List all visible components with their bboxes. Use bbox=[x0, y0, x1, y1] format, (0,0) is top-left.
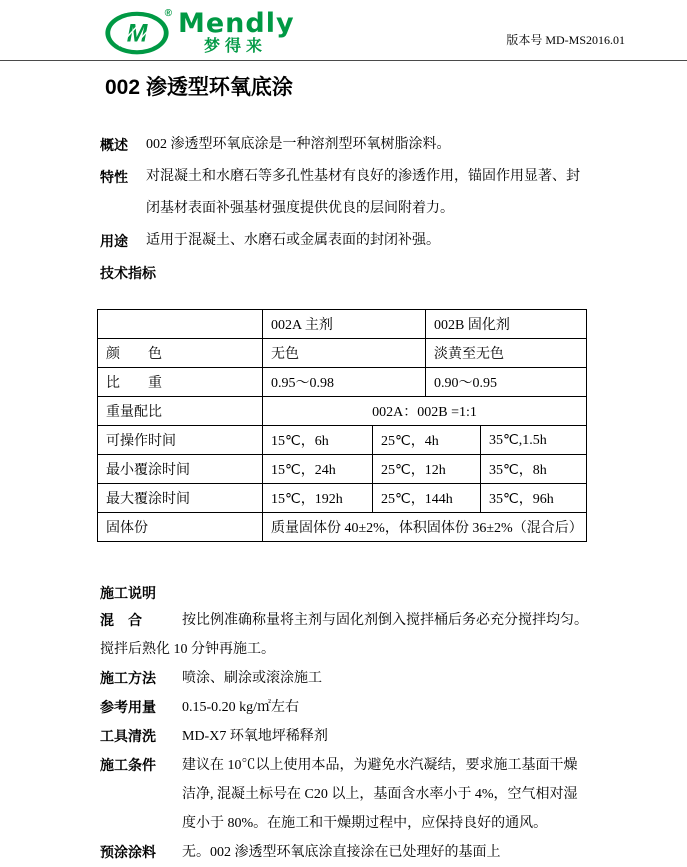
spec-value-cell: 0.95～0.98 bbox=[263, 368, 426, 397]
construction-label: 预涂涂料 bbox=[100, 844, 156, 860]
spec-label-cell: 比 重 bbox=[98, 368, 263, 397]
spec-value-cell: 35℃，8h bbox=[481, 455, 587, 484]
brand-logo-mark-icon bbox=[104, 10, 170, 56]
construction-row-method bbox=[100, 664, 594, 693]
construction-text: MD-X7 环氧地坪稀释剂 bbox=[182, 729, 328, 744]
construction-row-precoat bbox=[100, 838, 594, 867]
construction-label: 施工条件 bbox=[100, 757, 156, 773]
spec-value-cell: 0.90～0.95 bbox=[426, 368, 587, 397]
construction-text: 0.15-0.20 kg/㎡左右 bbox=[182, 700, 300, 715]
spec-label-cell bbox=[98, 310, 263, 339]
version-label: 版本号 MD-MS2016.01 bbox=[506, 33, 625, 47]
header-divider bbox=[0, 60, 687, 61]
construction-heading: 施工说明 bbox=[100, 585, 156, 601]
spec-value-cell: 35℃,1.5h bbox=[481, 426, 587, 455]
construction-row-tool-cleaning bbox=[100, 722, 594, 751]
spec-row-mix-ratio bbox=[98, 397, 587, 426]
overview-label: 特性 bbox=[100, 169, 128, 185]
construction-row-mixing bbox=[100, 606, 594, 635]
construction-row-mixing-continued: 搅拌后熟化 10 分钟再施工。 bbox=[100, 642, 275, 657]
overview-label: 概述 bbox=[100, 137, 128, 153]
spec-row-gravity bbox=[98, 368, 587, 397]
construction-row-conditions bbox=[100, 751, 594, 838]
spec-value-cell: 002B 固化剂 bbox=[426, 310, 587, 339]
overview-label: 用途 bbox=[100, 233, 128, 249]
construction-label: 参考用量 bbox=[100, 699, 156, 715]
spec-value-cell: 25℃，4h bbox=[373, 426, 481, 455]
spec-value-cell: 质量固体份 40±2%，体积固体份 36±2%（混合后） bbox=[263, 513, 587, 542]
svg-text:M: M bbox=[126, 20, 148, 48]
spec-row-max-recoat bbox=[98, 484, 587, 513]
spec-label-cell: 最小覆涂时间 bbox=[98, 455, 263, 484]
spec-label-cell: 颜 色 bbox=[98, 339, 263, 368]
spec-row-header bbox=[98, 310, 587, 339]
overview-section bbox=[100, 129, 592, 289]
construction-text: 按比例准确称量将主剂与固化剂倒入搅拌桶后务必充分搅拌均匀。 bbox=[182, 613, 588, 628]
spec-value-cell: 25℃，12h bbox=[373, 455, 481, 484]
construction-label: 工具清洗 bbox=[100, 728, 156, 744]
overview-row-features bbox=[100, 161, 592, 225]
spec-value-cell: 25℃，144h bbox=[373, 484, 481, 513]
spec-value-cell: 002A：002B =1:1 bbox=[263, 397, 587, 426]
spec-label-cell: 最大覆涂时间 bbox=[98, 484, 263, 513]
spec-value-cell: 002A 主剂 bbox=[263, 310, 426, 339]
overview-text: 002 渗透型环氧底涂是一种溶剂型环氧树脂涂料。 bbox=[146, 137, 451, 152]
brand-name-en: Mendly bbox=[178, 8, 295, 39]
spec-value-cell: 淡黄至无色 bbox=[426, 339, 587, 368]
spec-value-cell: 15℃，192h bbox=[263, 484, 373, 513]
spec-row-color bbox=[98, 339, 587, 368]
brand-logo bbox=[104, 10, 295, 56]
construction-label: 混 合 bbox=[100, 612, 142, 628]
construction-text: 喷涂、刷涂或滚涂施工 bbox=[182, 671, 322, 686]
overview-row-summary bbox=[100, 129, 592, 161]
brand-name-zh: 梦得来 bbox=[204, 38, 268, 55]
spec-value-cell: 15℃，6h bbox=[263, 426, 373, 455]
spec-label-cell: 固体份 bbox=[98, 513, 263, 542]
page-title: 002 渗透型环氧底涂 bbox=[105, 76, 293, 99]
registered-trademark-icon: ® bbox=[164, 8, 172, 19]
tech-spec-heading: 技术指标 bbox=[100, 265, 156, 281]
construction-label: 施工方法 bbox=[100, 670, 156, 686]
spec-label-cell: 重量配比 bbox=[98, 397, 263, 426]
brand-text bbox=[178, 10, 295, 55]
overview-text: 适用于混凝土、水磨石或金属表面的封闭补强。 bbox=[146, 233, 440, 248]
construction-section bbox=[100, 580, 594, 867]
construction-row-consumption bbox=[100, 693, 594, 722]
spec-value-cell: 无色 bbox=[263, 339, 426, 368]
header bbox=[0, 0, 687, 60]
overview-row-usage bbox=[100, 225, 592, 257]
construction-text: 建议在 10℃以上使用本品，为避免水汽凝结，要求施工基面干燥洁净, 混凝土标号在 C20 以上，基面含水率小于 4%，空气相对湿度小于 80%。在施工和干燥期过程中，应保持良好的通风。 bbox=[182, 758, 578, 831]
spec-row-pot-life bbox=[98, 426, 587, 455]
spec-row-solids bbox=[98, 513, 587, 542]
spec-table bbox=[97, 309, 587, 542]
construction-text: 无。002 渗透型环氧底涂直接涂在已处理好的基面上 bbox=[182, 845, 501, 860]
spec-value-cell: 35℃，96h bbox=[481, 484, 587, 513]
spec-row-min-recoat bbox=[98, 455, 587, 484]
overview-text: 对混凝土和水磨石等多孔性基材有良好的渗透作用，锚固作用显著、封闭基材表面补强基材强度提供优良的层间附着力。 bbox=[146, 169, 580, 216]
spec-label-cell: 可操作时间 bbox=[98, 426, 263, 455]
spec-value-cell: 15℃，24h bbox=[263, 455, 373, 484]
